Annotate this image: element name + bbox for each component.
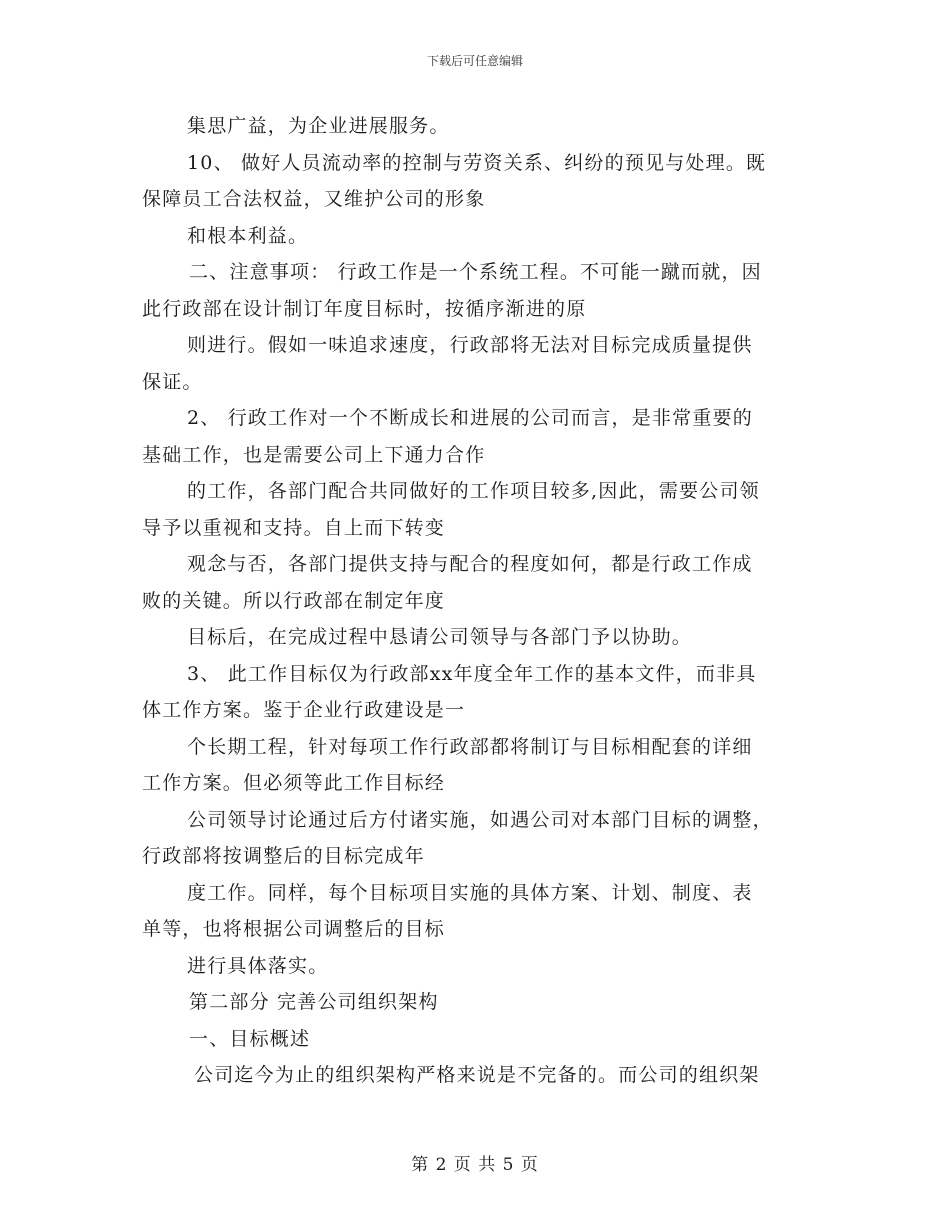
text-line: 此行政部在设计制订年度目标时，按循序渐进的原 (142, 297, 587, 320)
text-line: 和根本利益。 (187, 224, 309, 247)
text-line: 导予以重视和支持。自上而下转变 (142, 516, 446, 539)
text-line: 保证。 (142, 370, 203, 393)
text-line: 度工作。同样，每个目标项目实施的具体方案、计划、制度、表 (187, 881, 753, 904)
text-line: 集思广益，为企业进展服务。 (187, 115, 450, 137)
text-line: 3、 此工作目标仅为行政部xx年度全年工作的基本文件，而非具 (187, 662, 757, 685)
text-line: 目标后，在完成过程中恳请公司领导与各部门予以协助。 (187, 626, 693, 648)
text-line: 2、 行政工作对一个不断成长和进展的公司而言，是非常重要的 (187, 407, 753, 429)
text-line: 行政部将按调整后的目标完成年 (142, 845, 425, 867)
text-line: 败的关键。所以行政部在制定年度 (142, 589, 446, 612)
text-line: 单等，也将根据公司调整后的目标 (142, 918, 446, 940)
section-heading: 第二部分 完善公司组织架构 (189, 991, 439, 1013)
text-line: 基础工作，也是需要公司上下通力合作 (142, 443, 486, 466)
text-line: 观念与否，各部门提供支持与配合的程度如何，都是行政工作成 (187, 553, 753, 575)
page-header-note: 下载后可任意编辑 (426, 54, 523, 68)
text-line: 公司迄今为止的组织架构严格来说是不完备的。而公司的组织架 (194, 1064, 760, 1086)
text-line: 保障员工合法权益，又维护公司的形象 (142, 188, 486, 210)
subsection-heading: 一、目标概述 (189, 1027, 311, 1050)
text-line: 个长期工程，针对每项工作行政部都将制订与目标相配套的详细 (187, 735, 753, 758)
text-line: 10、 做好人员流动率的控制与劳资关系、纠纷的预见与处理。既 (187, 151, 767, 174)
text-line: 工作方案。但必须等此工作目标经 (142, 772, 446, 794)
text-line: 进行具体落实。 (187, 954, 329, 977)
document-body (142, 108, 810, 1094)
page-number: 第 2 页 共 5 页 (411, 1155, 539, 1175)
text-line: 的工作，各部门配合共同做好的工作项目较多,因此，需要公司领 (187, 480, 760, 502)
text-line: 体工作方案。鉴于企业行政建设是一 (142, 699, 466, 721)
text-line: 则进行。假如一味追求速度，行政部将无法对目标完成质量提供 (187, 334, 753, 356)
text-line: 公司领导讨论通过后方付诸实施，如遇公司对本部门目标的调整， (187, 808, 773, 831)
text-line: 二、注意事项： 行政工作是一个系统工程。不可能一蹴而就，因 (189, 261, 762, 283)
